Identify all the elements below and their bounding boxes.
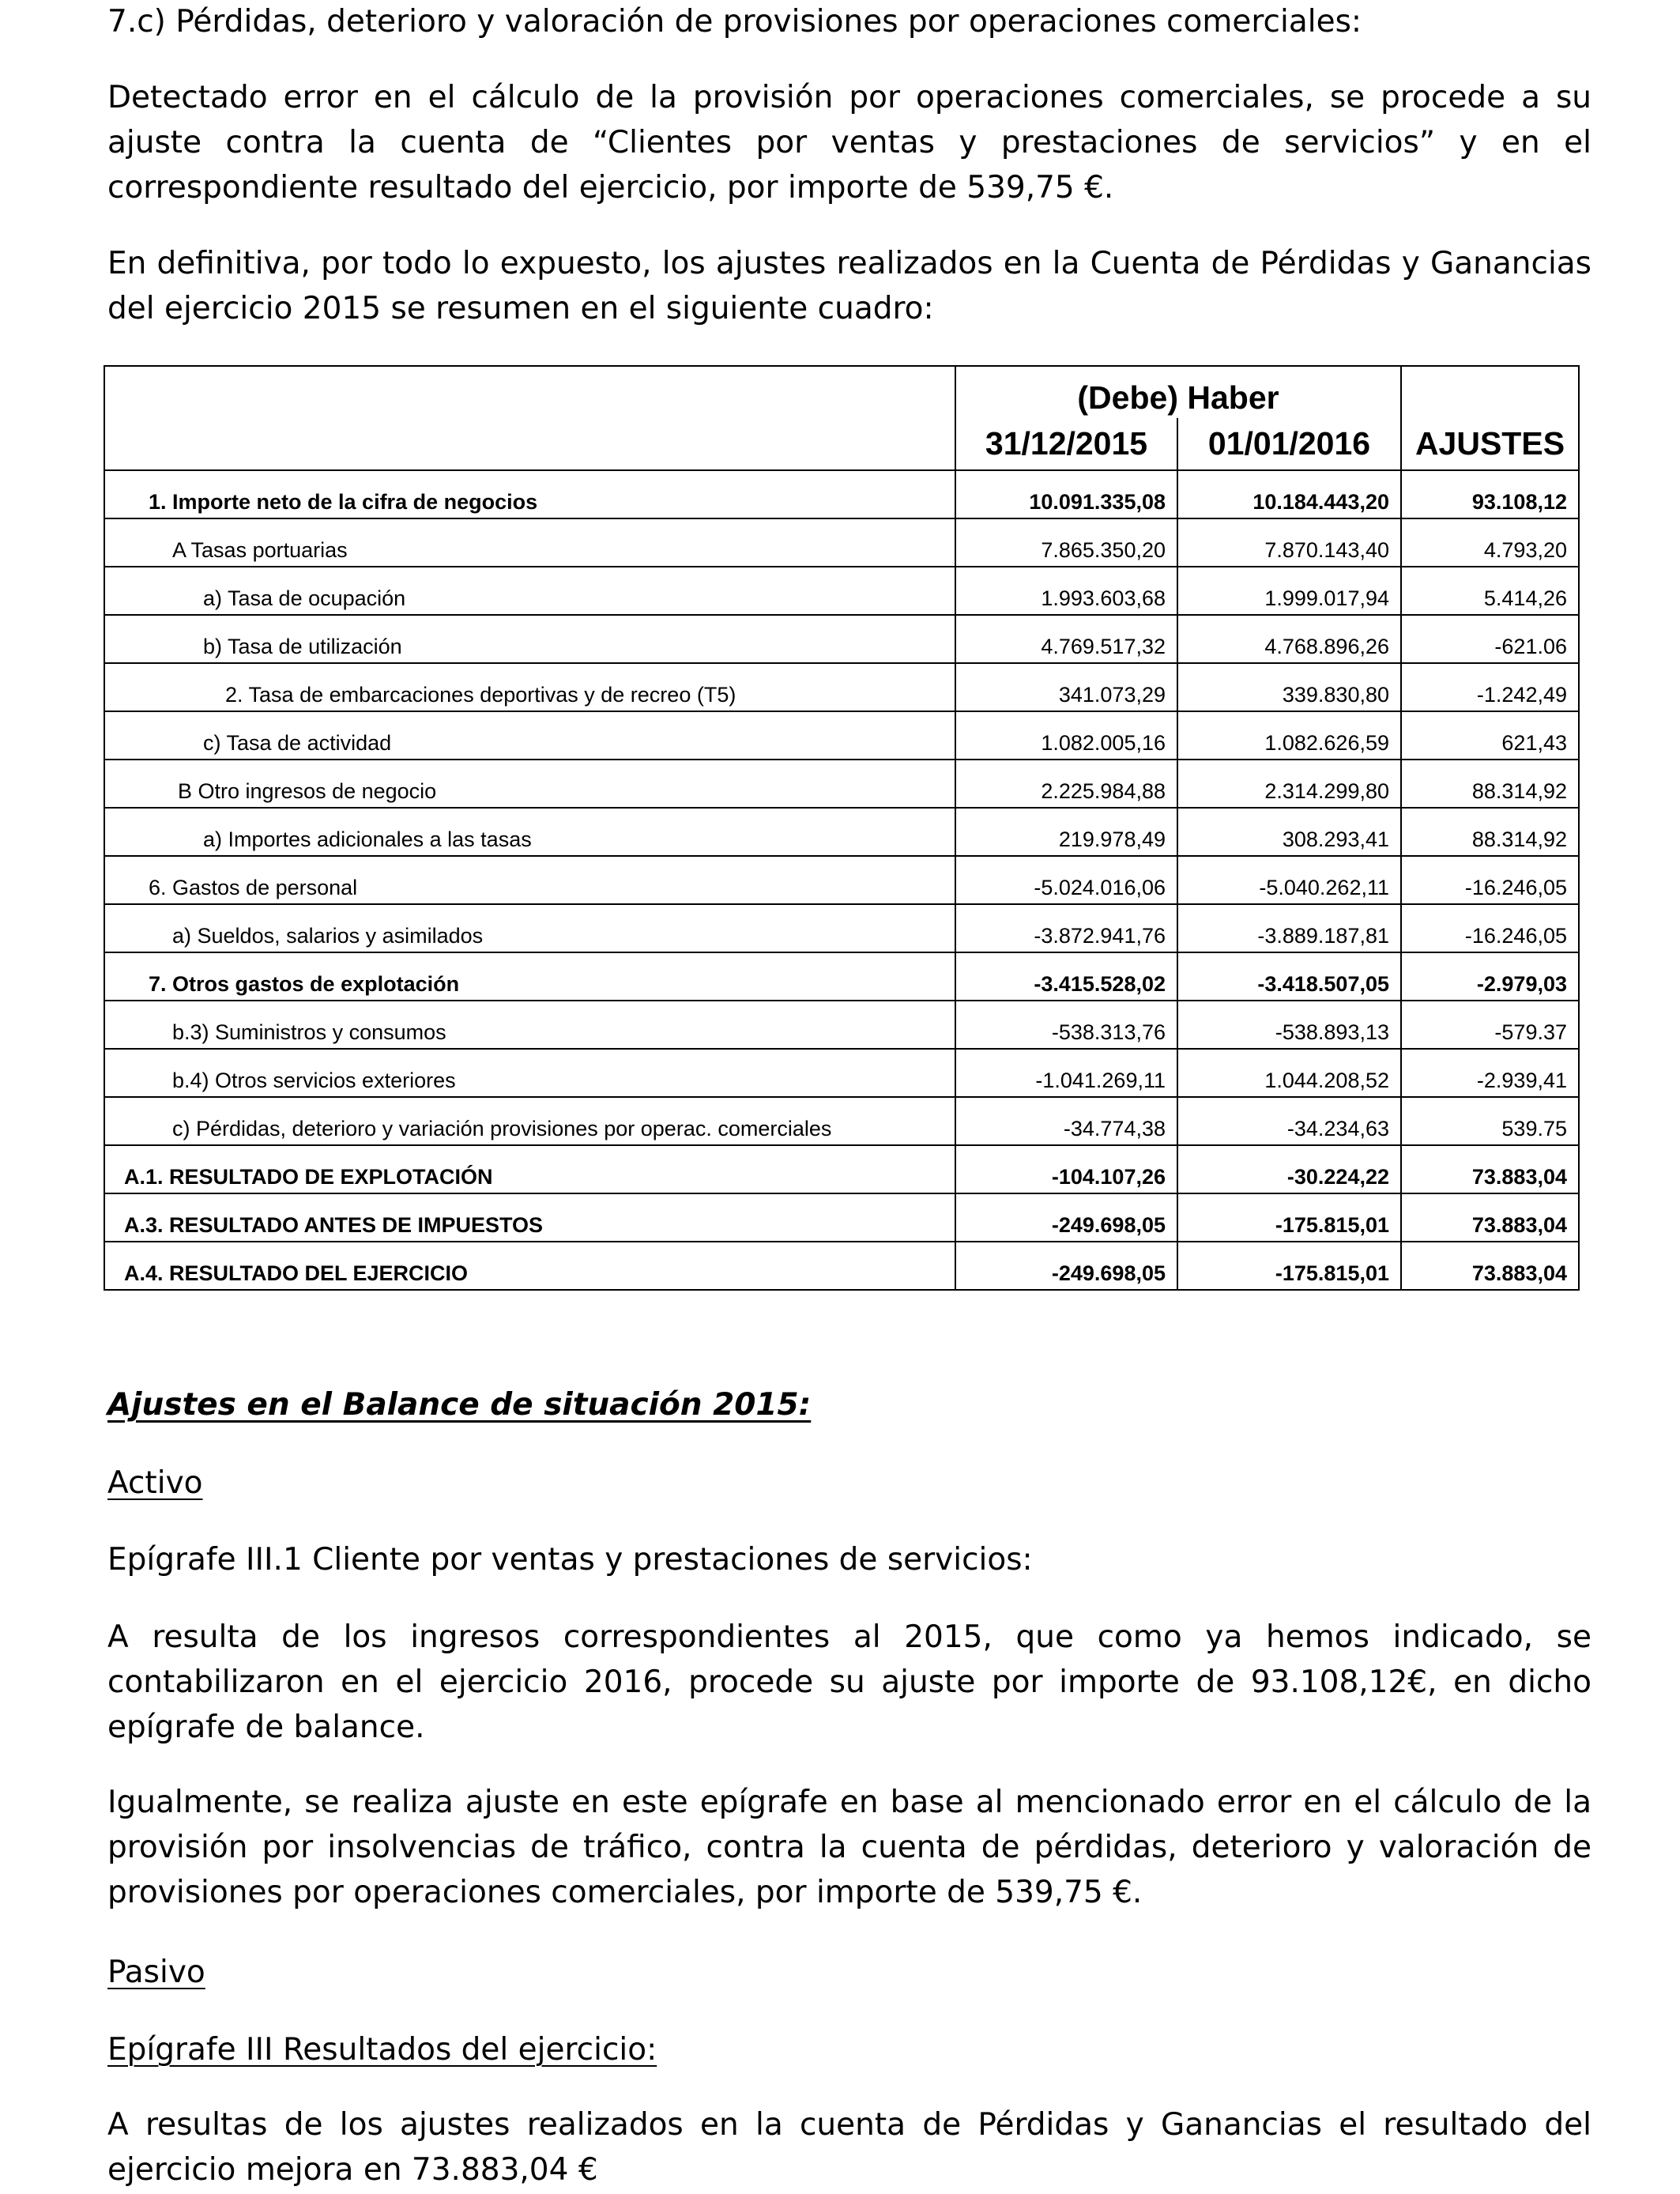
table-header-group-row	[104, 366, 1579, 418]
row-value-2016: 1.999.017,94	[1177, 567, 1401, 615]
row-value-2015: 10.091.335,08	[955, 470, 1177, 518]
row-value-ajustes: 73.883,04	[1401, 1242, 1579, 1290]
table-row	[104, 567, 1579, 615]
row-value-ajustes: -2.939,41	[1401, 1049, 1579, 1097]
row-value-ajustes: 73.883,04	[1401, 1193, 1579, 1242]
row-value-2015: 7.865.350,20	[955, 518, 1177, 567]
row-value-2015: -104.107,26	[955, 1145, 1177, 1193]
row-label: b.3) Suministros y consumos	[104, 1001, 955, 1049]
row-value-ajustes: 5.414,26	[1401, 567, 1579, 615]
row-label: a) Importes adicionales a las tasas	[104, 808, 955, 856]
table-row	[104, 808, 1579, 856]
table-header-blank-right	[1401, 366, 1579, 418]
row-value-ajustes: -579.37	[1401, 1001, 1579, 1049]
table-row	[104, 1001, 1579, 1049]
row-value-ajustes: 4.793,20	[1401, 518, 1579, 567]
row-value-2016: -3.889.187,81	[1177, 904, 1401, 952]
row-label: 1. Importe neto de la cifra de negocios	[104, 470, 955, 518]
activo-heading	[107, 1461, 203, 1506]
table-row	[104, 663, 1579, 711]
row-value-2016: 308.293,41	[1177, 808, 1401, 856]
row-value-2016: 1.044.208,52	[1177, 1049, 1401, 1097]
balance-heading	[107, 1382, 811, 1427]
row-value-ajustes: -16.246,05	[1401, 904, 1579, 952]
row-label: b) Tasa de utilización	[104, 615, 955, 663]
table-row	[104, 1193, 1579, 1242]
table-header-dates-row	[104, 418, 1579, 470]
row-value-ajustes: 539.75	[1401, 1097, 1579, 1145]
row-value-2015: -249.698,05	[955, 1242, 1177, 1290]
table-row	[104, 904, 1579, 952]
paragraph-provision-insolvencias: Igualmente, se realiza ajuste en este epígrafe en base al mencionado error en el cálculo de la provisión por insolvencias de tráfico, contra la cuenta de pérdidas, deterioro y valoración de provisiones por operaciones comerciales, por importe de 539,75 €.	[107, 1785, 1591, 1910]
row-label: A.1. RESULTADO DE EXPLOTACIÓN	[104, 1145, 955, 1193]
table-row	[104, 760, 1579, 808]
row-value-ajustes: -621.06	[1401, 615, 1579, 663]
row-value-2015: -3.415.528,02	[955, 952, 1177, 1001]
row-value-2016: 1.082.626,59	[1177, 711, 1401, 760]
row-label: A.4. RESULTADO DEL EJERCICIO	[104, 1242, 955, 1290]
row-value-2015: -34.774,38	[955, 1097, 1177, 1145]
row-value-2015: -3.872.941,76	[955, 904, 1177, 952]
row-value-2016: -30.224,22	[1177, 1145, 1401, 1193]
epigrafe-clientes-heading: Epígrafe III.1 Cliente por ventas y prestaciones de servicios:	[107, 1542, 1033, 1578]
row-value-2016: -5.040.262,11	[1177, 856, 1401, 904]
row-value-ajustes: 88.314,92	[1401, 760, 1579, 808]
row-value-2015: 1.082.005,16	[955, 711, 1177, 760]
row-label: 2. Tasa de embarcaciones deportivas y de recreo (T5)	[104, 663, 955, 711]
paragraph-summary-intro: En definitiva, por todo lo expuesto, los ajustes realizados en la Cuenta de Pérdidas y Ganancias del ejercicio 2015 se resumen en el siguiente cuadro:	[107, 246, 1591, 326]
paragraph-resultado-mejora: A resultas de los ajustes realizados en la cuenta de Pérdidas y Ganancias el resultado del ejercicio mejora en 73.883,04 €	[107, 2107, 1591, 2188]
row-label: a) Sueldos, salarios y asimilados	[104, 904, 955, 952]
row-value-ajustes: -1.242,49	[1401, 663, 1579, 711]
row-value-ajustes: -2.979,03	[1401, 952, 1579, 1001]
table-row	[104, 1242, 1579, 1290]
row-value-2015: -1.041.269,11	[955, 1049, 1177, 1097]
row-value-ajustes: 621,43	[1401, 711, 1579, 760]
row-value-2016: 7.870.143,40	[1177, 518, 1401, 567]
row-label: c) Tasa de actividad	[104, 711, 955, 760]
row-value-2016: -175.815,01	[1177, 1193, 1401, 1242]
row-value-2015: -538.313,76	[955, 1001, 1177, 1049]
row-label: A Tasas portuarias	[104, 518, 955, 567]
row-value-2016: -3.418.507,05	[1177, 952, 1401, 1001]
header-debe-haber: (Debe) Haber	[955, 366, 1401, 418]
row-value-2015: 4.769.517,32	[955, 615, 1177, 663]
table-header-blank	[104, 366, 955, 418]
table-row	[104, 518, 1579, 567]
row-value-2015: 219.978,49	[955, 808, 1177, 856]
row-label: A.3. RESULTADO ANTES DE IMPUESTOS	[104, 1193, 955, 1242]
balance-heading-text: Ajustes en el Balance de situación 2015:	[107, 1387, 812, 1423]
row-value-ajustes: 73.883,04	[1401, 1145, 1579, 1193]
row-value-2016: 10.184.443,20	[1177, 470, 1401, 518]
table-row	[104, 470, 1579, 518]
table-header-blank-2	[104, 418, 955, 470]
row-label: c) Pérdidas, deterioro y variación provisiones por operac. comerciales	[104, 1097, 955, 1145]
row-value-2016: -34.234,63	[1177, 1097, 1401, 1145]
table-row	[104, 1145, 1579, 1193]
row-label: B Otro ingresos de negocio	[104, 760, 955, 808]
paragraph-provision-error: Detectado error en el cálculo de la provisión por operaciones comerciales, se procede a su ajuste contra la cuenta de “Clientes por ventas y prestaciones de servicios” y en el correspondiente resultado del ejercicio, por importe de 539,75 €.	[107, 80, 1591, 205]
section-heading: 7.c) Pérdidas, deterioro y valoración de provisiones por operaciones comerciales:	[107, 4, 1362, 40]
epigrafe-resultados-heading	[107, 2027, 657, 2072]
table-row	[104, 615, 1579, 663]
epigrafe-resultados-heading-text: Epígrafe III Resultados del ejercicio:	[107, 2032, 657, 2068]
row-label: 6. Gastos de personal	[104, 856, 955, 904]
header-date-2016: 01/01/2016	[1177, 418, 1401, 470]
row-value-ajustes: -16.246,05	[1401, 856, 1579, 904]
pyg-adjustments-table	[104, 365, 1580, 1291]
table-row	[104, 1049, 1579, 1097]
table-row	[104, 1097, 1579, 1145]
header-ajustes: AJUSTES	[1401, 418, 1579, 470]
row-value-2016: 339.830,80	[1177, 663, 1401, 711]
row-value-ajustes: 88.314,92	[1401, 808, 1579, 856]
row-value-2015: -5.024.016,06	[955, 856, 1177, 904]
pasivo-heading	[107, 1950, 205, 1995]
header-date-2015: 31/12/2015	[955, 418, 1177, 470]
row-value-ajustes: 93.108,12	[1401, 470, 1579, 518]
activo-heading-text: Activo	[107, 1465, 203, 1501]
table-row	[104, 952, 1579, 1001]
paragraph-ingresos-2015: A resulta de los ingresos correspondientes al 2015, que como ya hemos indicado, se contabilizaron en el ejercicio 2016, procede su ajuste por importe de 93.108,12€, en dicho epígrafe de balance.	[107, 1619, 1591, 1745]
row-value-2015: 2.225.984,88	[955, 760, 1177, 808]
row-value-2015: 341.073,29	[955, 663, 1177, 711]
row-label: 7. Otros gastos de explotación	[104, 952, 955, 1001]
row-value-2015: -249.698,05	[955, 1193, 1177, 1242]
row-value-2016: -538.893,13	[1177, 1001, 1401, 1049]
row-value-2015: 1.993.603,68	[955, 567, 1177, 615]
pasivo-heading-text: Pasivo	[107, 1955, 205, 1990]
table-row	[104, 711, 1579, 760]
table-row	[104, 856, 1579, 904]
row-label: a) Tasa de ocupación	[104, 567, 955, 615]
row-value-2016: -175.815,01	[1177, 1242, 1401, 1290]
row-value-2016: 4.768.896,26	[1177, 615, 1401, 663]
row-label: b.4) Otros servicios exteriores	[104, 1049, 955, 1097]
row-value-2016: 2.314.299,80	[1177, 760, 1401, 808]
